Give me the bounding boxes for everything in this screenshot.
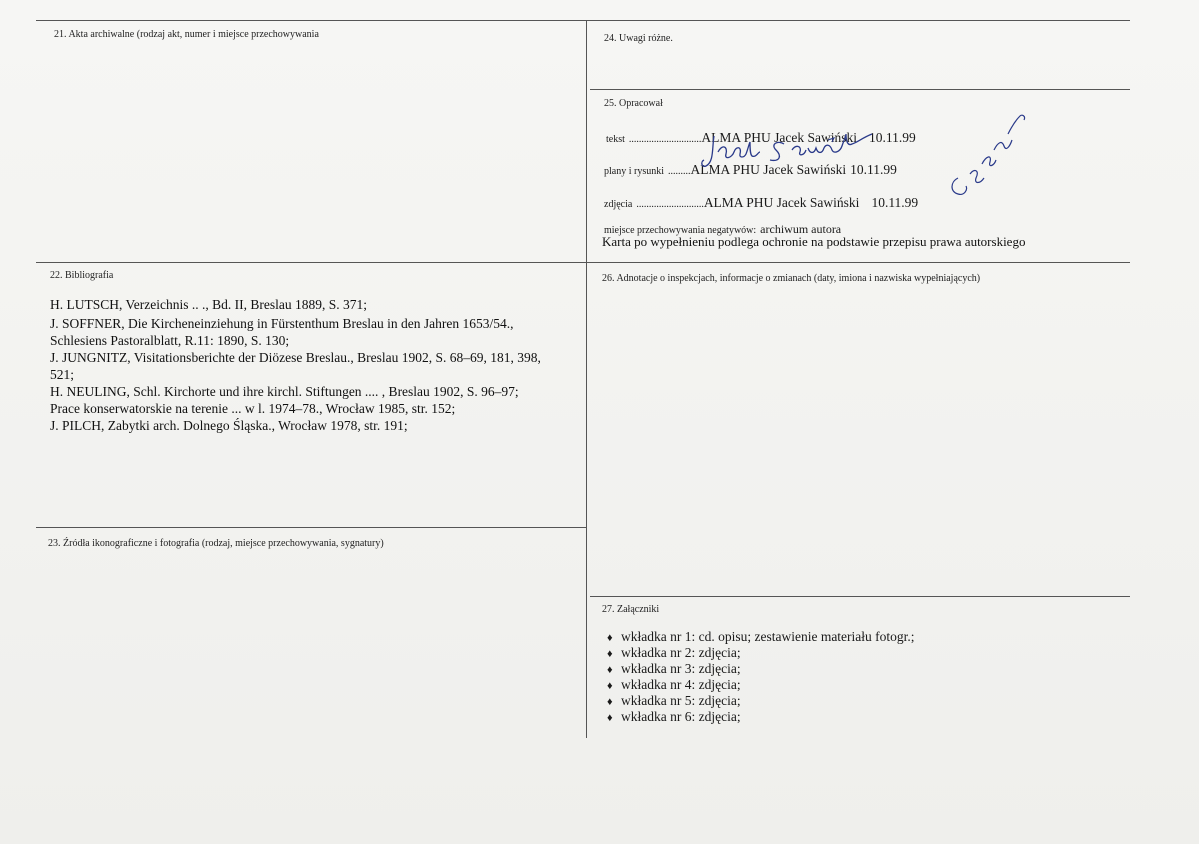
diamond-bullet-icon: ♦ bbox=[607, 648, 613, 660]
author-row-date: 10.11.99 bbox=[871, 195, 919, 210]
attachment-text: wkładka nr 3: zdjęcia; bbox=[621, 661, 741, 676]
section-22-title: 22. Bibliografia bbox=[50, 270, 114, 281]
attachment-item bbox=[607, 693, 741, 710]
attachment-item bbox=[607, 709, 741, 726]
copyright-note: Karta po wypełnieniu podlega ochronie na podstawie przepisu prawa autorskiego bbox=[602, 234, 1026, 249]
attachment-text: wkładka nr 5: zdjęcia; bbox=[621, 693, 741, 708]
diamond-bullet-icon: ♦ bbox=[607, 680, 613, 692]
handwritten-initials bbox=[938, 104, 1034, 214]
author-row-label: zdjęcia bbox=[604, 199, 633, 210]
author-row-date: 10.11.99 bbox=[869, 130, 916, 145]
attachment-text: wkładka nr 1: cd. opisu; zestawienie materiału fotogr.; bbox=[621, 629, 915, 644]
author-row-label: tekst bbox=[606, 134, 625, 145]
center-divider bbox=[586, 20, 587, 738]
section-25-title: 25. Opracował bbox=[604, 98, 663, 109]
attachment-text: wkładka nr 2: zdjęcia; bbox=[621, 645, 741, 660]
bibliography-entry: 521; bbox=[50, 367, 75, 382]
author-row-value: ALMA PHU Jacek Sawiński bbox=[690, 162, 847, 177]
section-26-title: 26. Adnotacje o inspekcjach, informacje o zmianach (daty, imiona i nazwiska wypełniających) bbox=[602, 273, 981, 284]
divider-row2 bbox=[36, 262, 1130, 263]
negatives-label: miejsce przechowywania negatywów: bbox=[604, 225, 757, 236]
attachment-item bbox=[607, 645, 741, 662]
bibliography-entry: J. JUNGNITZ, Visitationsberichte der Diözese Breslau., Breslau 1902, S. 68–69, 181, 398, bbox=[50, 350, 541, 365]
diamond-bullet-icon: ♦ bbox=[607, 696, 613, 708]
bibliography-entry: Prace konserwatorskie na terenie ... w l. 1974–78., Wrocław 1985, str. 152; bbox=[50, 401, 456, 416]
divider-22-23 bbox=[36, 527, 586, 528]
divider-24-25 bbox=[590, 89, 1130, 90]
author-row-value: ALMA PHU Jacek Sawiński bbox=[703, 195, 860, 210]
author-row-photos bbox=[604, 194, 918, 212]
section-21-title: 21. Akta archiwalne (rodzaj akt, numer i miejsce przechowywania bbox=[54, 29, 319, 40]
bibliography-entry: Schlesiens Pastoralblatt, R.11: 1890, S. 130; bbox=[50, 333, 290, 348]
attachment-item bbox=[607, 677, 741, 694]
author-row-date: 10.11.99 bbox=[850, 162, 897, 177]
attachment-item bbox=[607, 629, 915, 646]
diamond-bullet-icon: ♦ bbox=[607, 664, 613, 676]
bibliography-entry: J. PILCH, Zabytki arch. Dolnego Śląska., Wrocław 1978, str. 191; bbox=[50, 418, 408, 433]
diamond-bullet-icon: ♦ bbox=[607, 712, 613, 724]
attachment-text: wkładka nr 4: zdjęcia; bbox=[621, 677, 741, 692]
attachment-text: wkładka nr 6: zdjęcia; bbox=[621, 709, 741, 724]
negatives-value: archiwum autora bbox=[760, 222, 842, 236]
attachment-item bbox=[607, 661, 741, 678]
author-row-text bbox=[606, 129, 916, 147]
author-row-dots: ......... bbox=[668, 166, 691, 177]
bibliography-entry: H. LUTSCH, Verzeichnis .. ., Bd. II, Breslau 1889, S. 371; bbox=[50, 297, 367, 312]
section-24-title: 24. Uwagi różne. bbox=[604, 33, 673, 44]
top-border bbox=[36, 20, 1130, 21]
bibliography-entry: J. SOFFNER, Die Kircheneinziehung in Fürstenthum Breslau in den Jahren 1653/54., bbox=[50, 316, 514, 331]
divider-26-27 bbox=[590, 596, 1130, 597]
bibliography-entry: H. NEULING, Schl. Kirchorte und ihre kirchl. Stiftungen .... , Breslau 1902, S. 96–97; bbox=[50, 384, 519, 399]
author-row-dots: ............................. bbox=[628, 134, 702, 145]
section-27-title: 27. Załączniki bbox=[602, 604, 660, 615]
author-row-label: plany i rysunki bbox=[604, 166, 664, 177]
author-row-plans bbox=[604, 161, 897, 179]
diamond-bullet-icon: ♦ bbox=[607, 632, 613, 644]
section-23-title: 23. Źródła ikonograficzne i fotografia (rodzaj, miejsce przechowywania, sygnatury) bbox=[48, 538, 384, 549]
author-row-value: ALMA PHU Jacek Sawiński bbox=[701, 130, 858, 145]
author-row-dots: ........................... bbox=[636, 199, 704, 210]
